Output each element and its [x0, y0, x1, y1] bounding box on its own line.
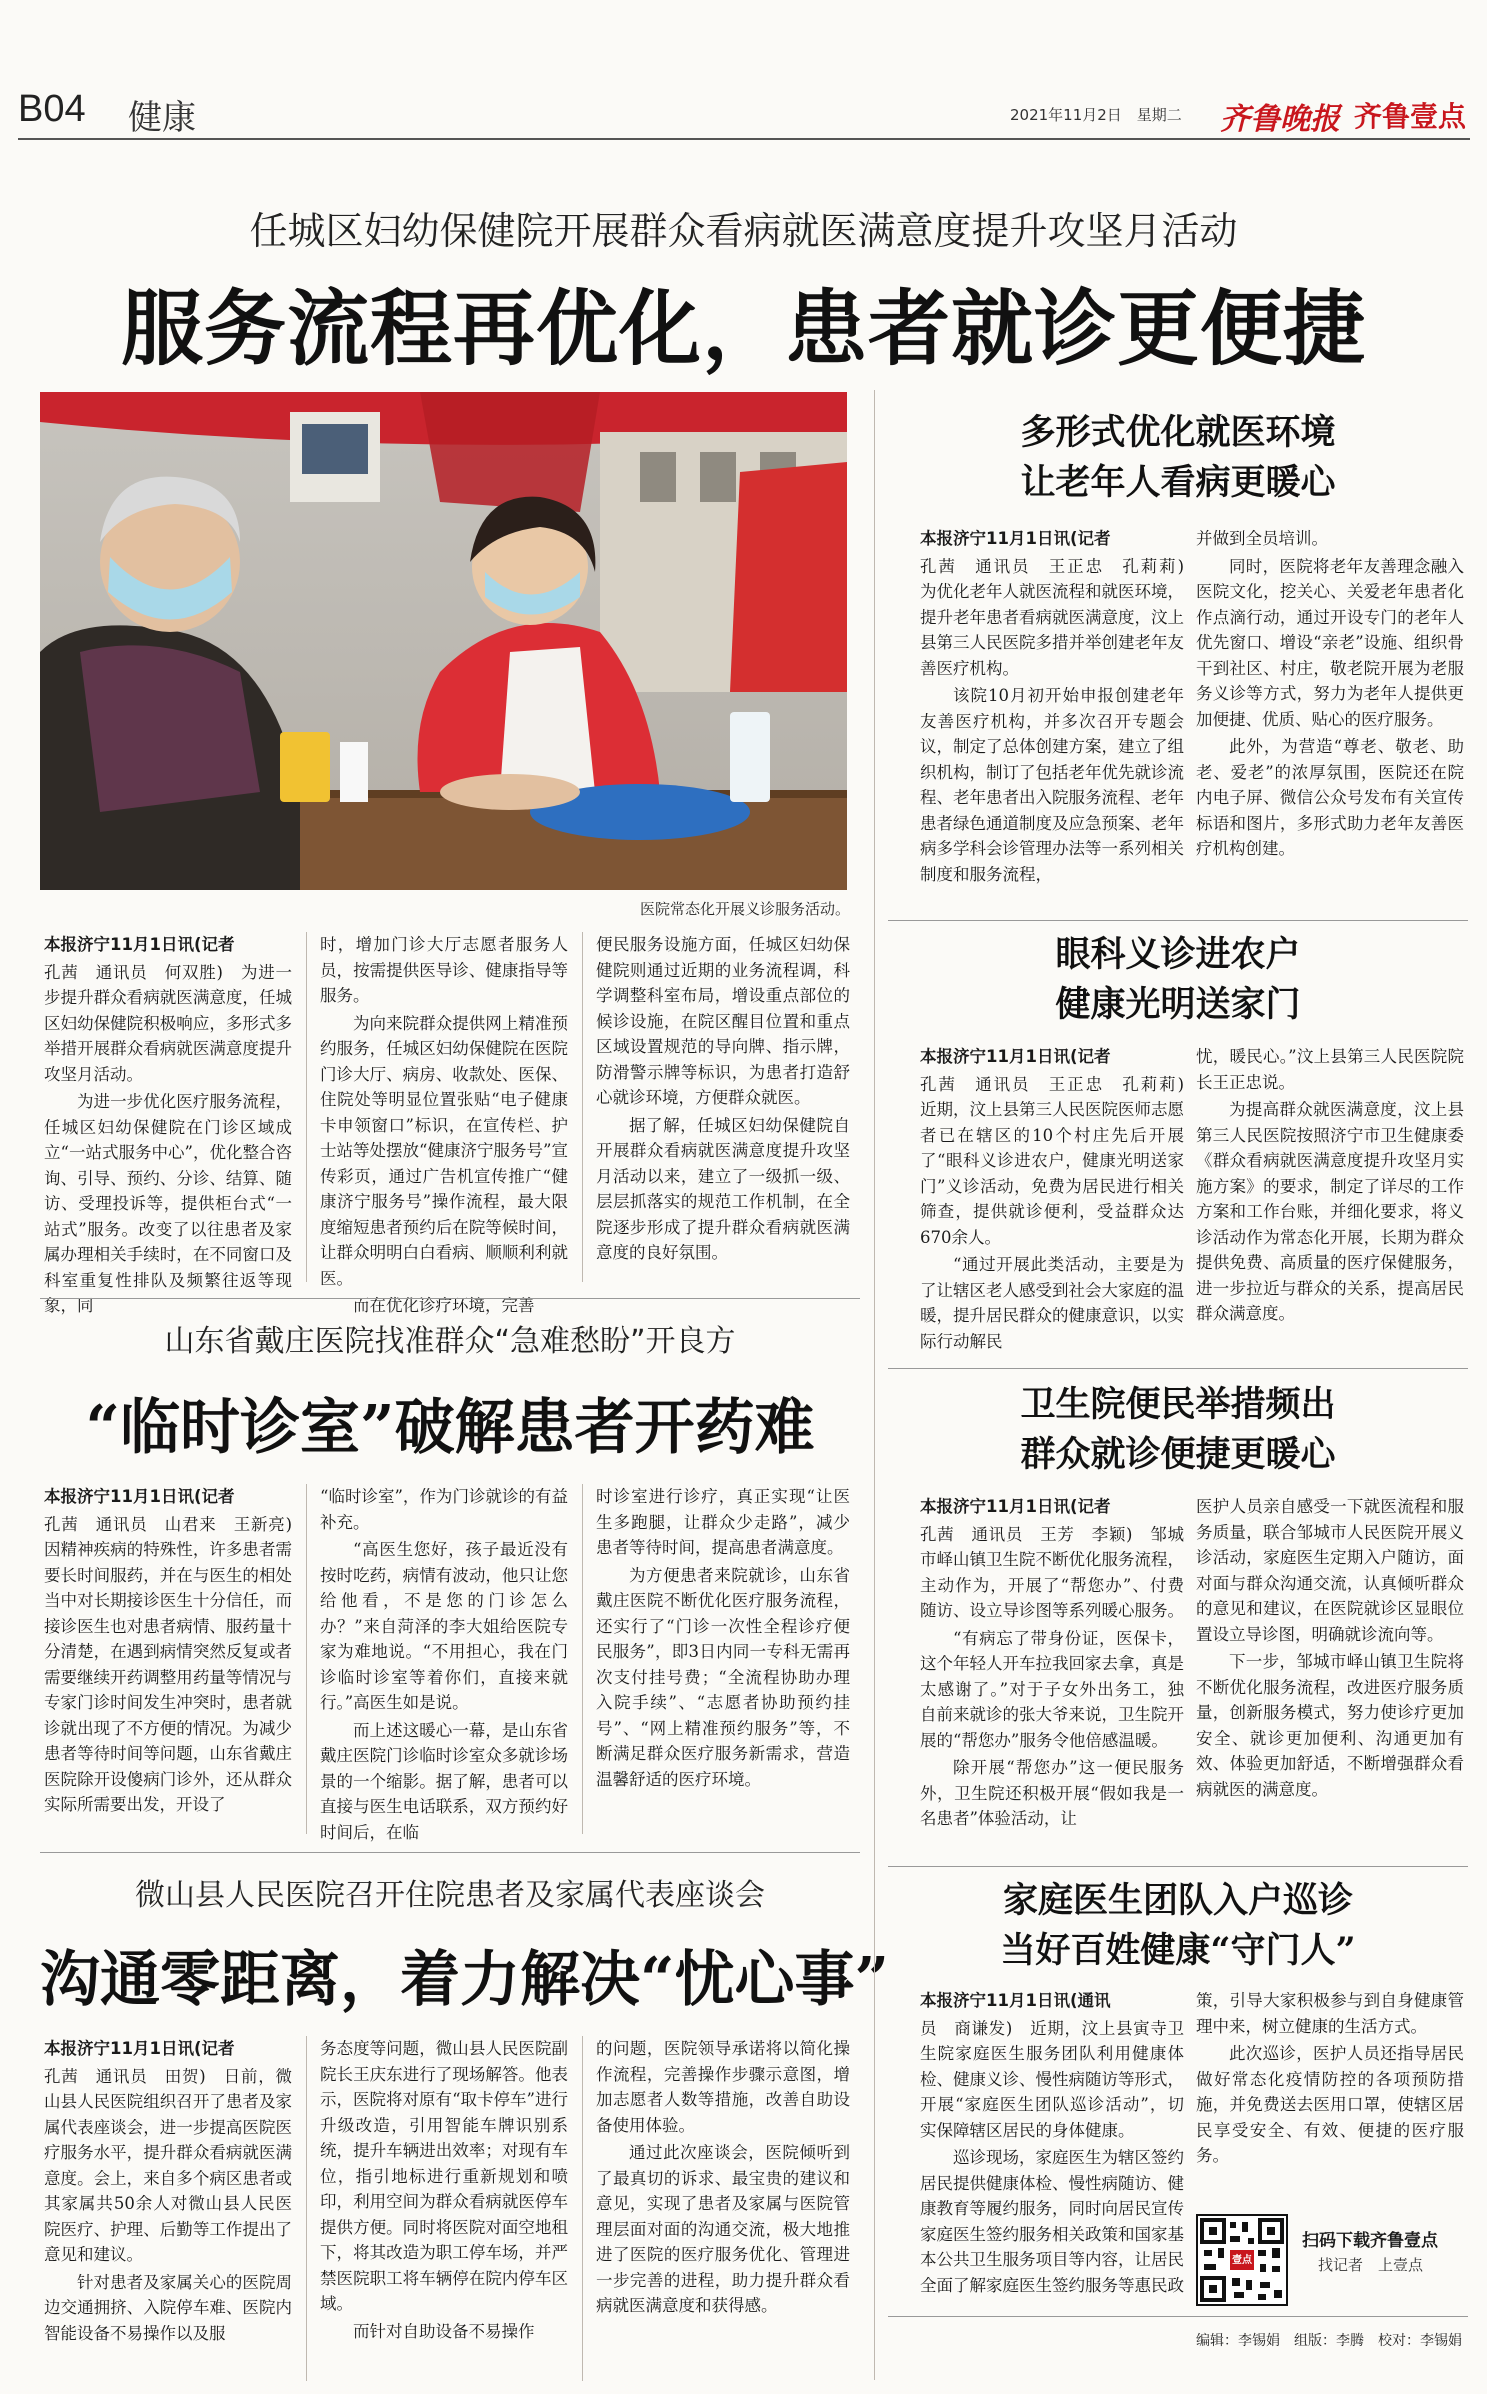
right2-headline-line-2: 健康光明送家门: [1055, 984, 1301, 1025]
lead-photo-caption: 医院常态化开展义诊服务活动。: [639, 900, 850, 918]
clinic-photo-illustration: [40, 392, 847, 890]
story3-byline: 本报济宁11月1日讯(记者: [44, 2039, 235, 2058]
right2-headline-line-1: 眼科义诊进农户: [1055, 934, 1301, 975]
lead-photo: [40, 392, 847, 890]
story3-col3-paragraph-1: 的问题，医院领导承诺将以简化操作流程，完善操作步骤示意图，增加志愿者人数等措施，改善自助设备使用体验。: [596, 2039, 850, 2135]
qr-caption: 扫码下载齐鲁壹点: [1302, 2231, 1438, 2251]
story3-col-1: [44, 2036, 292, 2386]
right4-headline: [888, 1876, 1468, 1976]
right1-col-1: [920, 526, 1201, 916]
lead-headline: 服务流程再优化，患者就诊更便捷: [120, 281, 1366, 377]
right2-col2-paragraph-1: 忧，暖民心。”汶上县第三人民医院院长王正忠说。: [1196, 1047, 1464, 1092]
right2-col-2: [1196, 1044, 1464, 1362]
lead-col2-paragraph-1: 时，增加门诊大厅志愿者服务人员，按需提供医导诊、健康指导等服务。: [320, 935, 568, 1005]
story2-col3-paragraph-2: 为方便患者来院就诊，山东省戴庄医院不断优化医疗服务流程，还实行了“门诊一次性全程诊疗便民服务”，即3日内同一专科无需再次支付挂号费；“全流程协助办理入院手续”、“志愿者协助预约挂号”、“网上精准预约服务”等，不断满足群众医疗服务新需求，营造温馨舒适的医疗环境。: [596, 1565, 850, 1789]
section-name: 健康: [128, 98, 196, 138]
right-divider-1: [888, 920, 1468, 921]
lead-col1-paragraph-2: 为进一步优化医疗服务流程，任城区妇幼保健院在门诊区域成立“一站式服务中心”，优化整合咨询、引导、预约、分诊、结算、随访、受理投诉等，提供柜台式“一站式”服务。改变了以往患者及家属办理相关手续时，在不同窗口及科室重复性排队及频繁往返等现象，同: [44, 1092, 292, 1315]
right2-col1-paragraph-2: “通过开展此类活动，主要是为了让辖区老人感受到社会大家庭的温暖，提升居民群众的健康意识，以实际行动解民: [920, 1255, 1184, 1351]
right4-headline-line-2: 当好百姓健康“守门人”: [1000, 1930, 1356, 1971]
story2-col2-paragraph-2: “高医生您好，孩子最近没有按时吃药，病情有波动，他只让您给他看，不是您的门诊怎么办？”来自菏泽的李大姐给医院专家为难地说。“不用担心，我在门诊临时诊室等着你们，直接来就行。”高医生如是说。: [320, 1540, 568, 1712]
qr-subcaption: 找记者 上壹点: [1318, 2256, 1424, 2274]
right3-col1-paragraph-1: 孔茜 通讯员 王芳 李颖) 邹城市峄山镇卫生院不断优化服务流程，主动作为，开展了“帮您办”、付费随访、设立导诊图等系列暖心服务。: [920, 1524, 1184, 1620]
right2-col-1: [920, 1044, 1201, 1362]
right2-byline: 本报济宁11月1日讯(记者: [920, 1047, 1111, 1066]
lead-col2-paragraph-2: 为向来院群众提供网上精准预约服务，任城区妇幼保健院在医院门诊大厅、病房、收款处、医保、住院处等明显位置张贴“电子健康卡申领窗口”标识，在宣传栏、护士站等处摆放“健康济宁服务号”宣传彩页，通过广告机宣传推广“健康济宁服务号”操作流程，最大限度缩短患者预约后在院等候时间，让群众明明白白看病、顺顺利利就医。: [320, 1013, 568, 1288]
right1-headline: [888, 408, 1468, 508]
right3-col2-paragraph-2: 下一步，邹城市峄山镇卫生院将不断优化服务流程，改进医疗服务质量，创新服务模式，努力使诊疗更加安全、就诊更加便利、沟通更加有效、体验更加舒适，不断增强群众看病就医的满意度。: [1196, 1652, 1464, 1799]
story2-col2-paragraph-3: 而上述这暖心一幕，是山东省戴庄医院门诊临时诊室众多就诊场景的一个缩影。据了解，患者可以直接与医生电话联系，双方预约好时间后，在临: [320, 1720, 568, 1842]
story3-col2-paragraph-1: 务态度等问题，微山县人民医院副院长王庆东进行了现场解答。他表示，医院将对原有“取卡停车”进行升级改造，引用智能车牌识别系统，提升车辆进出效率；对现有车位，指引地标进行重新规划和喷印，利用空间为群众看病就医停车提供方便。同时将医院对面空地租下，将其改造为职工停车场，并严禁医院职工将车辆停在院内停车区域。: [320, 2039, 568, 2313]
lead-col3-paragraph-2: 据了解，任城区妇幼保健院自开展群众看病就医满意度提升攻坚月活动以来，建立了一级抓一级、层层抓落实的规范工作机制，在全院逐步形成了提升群众看病就医满意度的良好氛围。: [596, 1115, 850, 1262]
masthead: [0, 0, 1487, 140]
right1-headline-line-2: 让老年人看病更暖心: [1020, 462, 1336, 503]
right1-col1-paragraph-2: 该院10月初开始申报创建老年友善医疗机构，并多次召开专题会议，制定了总体创建方案，建立了组织机构，制订了包括老年优先就诊流程、老年患者出入院服务流程、老年患者绿色通道制度及应急预案、老年病多学科会诊管理办法等一系列相关制度和服务流程，: [920, 686, 1184, 884]
right1-col-2: [1196, 526, 1464, 916]
lead-col1-paragraph-1: 孔茜 通讯员 何双胜) 为进一步提升群众看病就医满意度，任城区妇幼保健院积极响应，多形式多举措开展群众看病就医满意度提升攻坚月活动。: [44, 962, 292, 1084]
lead-col-3: [596, 932, 850, 1286]
lead-col-2: [320, 932, 568, 1315]
qr-code[interactable]: [1196, 2214, 1288, 2306]
lead-kicker: 任城区妇幼保健院开展群众看病就医满意度提升攻坚月活动: [249, 209, 1238, 253]
lead-col-divider-1: [306, 932, 307, 1282]
right1-col2-paragraph-1: 并做到全员培训。: [1196, 529, 1328, 548]
story2-col3-paragraph-1: 时诊室进行诊疗，真正实现“让医生多跑腿，让群众少走路”，减少患者等待时间，提高患者满意度。: [596, 1487, 850, 1557]
story3-col-divider-2: [582, 2036, 583, 2381]
story2-col-divider-1: [306, 1484, 307, 1834]
story2-col2-paragraph-1: “临时诊室”，作为门诊就诊的有益补充。: [320, 1487, 568, 1532]
story3-col-2: [320, 2036, 568, 2386]
right-divider-3: [888, 1866, 1468, 1867]
right4-col-1: [920, 1988, 1184, 2384]
left-divider-1: [40, 1298, 860, 1299]
right3-col-2: [1196, 1494, 1464, 1860]
story2-col-1: [44, 1484, 309, 1840]
right3-byline: 本报济宁11月1日讯(记者: [920, 1497, 1111, 1516]
lead-col-1: [44, 932, 292, 1315]
right-divider-2: [888, 1368, 1468, 1369]
story3-headline: 沟通零距离，着力解决“忧心事”: [40, 1945, 890, 2015]
right4-byline: 本报济宁11月1日讯(通讯: [920, 1991, 1111, 2010]
page-number: B04: [18, 88, 86, 130]
right3-col2-paragraph-1: 医护人员亲自感受一下就医流程和服务质量，联合邹城市人民医院开展义诊活动，家庭医生定期入户随访，面对面与群众沟通交流，认真倾听群众的意见和建议，在医院就诊区显眼位置设立导诊图，明确就诊流向等。: [1196, 1497, 1464, 1644]
story2-col-2: [320, 1484, 568, 1840]
story2-col-3: [596, 1484, 850, 1840]
right3-headline: [888, 1380, 1468, 1480]
right1-col1-paragraph-1: 孔茜 通讯员 王正忠 孔莉莉) 为优化老年人就医流程和就医环境，提升老年患者看病就医满意度，汶上县第三人民医院多措并举创建老年友善医疗机构。: [920, 556, 1201, 678]
lead-col3-paragraph-1: 便民服务设施方面，任城区妇幼保健院则通过近期的业务流程调，科学调整科室布局，增设重点部位的候诊设施，在院区醒目位置和重点区域设置规范的导向牌、指示牌，防滑警示牌等标识，为患者打造舒心就诊环境，方便群众就医。: [596, 935, 850, 1107]
story2-kicker: 山东省戴庄医院找准群众“急难愁盼”开良方: [164, 1324, 736, 1359]
masthead-rule: [18, 138, 1470, 140]
footer-rule: [888, 2316, 1468, 2317]
right3-headline-line-1: 卫生院便民举措频出: [1020, 1384, 1336, 1425]
right4-col1-paragraph-2: 巡诊现场，家庭医生为辖区签约居民提供健康体检、慢性病随访、健康教育等履约服务，同时向居民宣传家庭医生签约服务相关政策和国家基本公共卫生服务项目等内容，让居民全面了解家庭医生签约服务等惠民政: [920, 2148, 1184, 2295]
right4-col2-paragraph-2: 此次巡诊，医护人员还指导居民做好常态化疫情防控的各项预防措施，并免费送去医用口罩，使辖区居民享受安全、有效、便捷的医疗服务。: [1196, 2044, 1464, 2165]
right4-headline-line-1: 家庭医生团队入户巡诊: [1002, 1880, 1353, 1921]
right3-headline-line-2: 群众就诊便捷更暖心: [1020, 1434, 1336, 1475]
issue-date: 2021年11月2日 星期二: [1010, 106, 1182, 124]
right1-col2-paragraph-2: 同时，医院将老年友善理念融入医院文化，挖关心、关爱老年患者化作点滴行动，通过开设专门的老年人优先窗口、增设“亲老”设施、组织骨干到社区、村庄，敬老院开展为老服务义诊等方式，努力为老年人提供更加便捷、优质、贴心的医疗服务。: [1196, 556, 1464, 729]
left-divider-2: [40, 1852, 860, 1853]
lead-col2-paragraph-3: 而在优化诊疗环境，完善: [353, 1296, 535, 1315]
page-credits: 编辑：李锡娟 组版：李腾 校对：李锡娟: [1196, 2333, 1462, 2349]
right3-col-1: [920, 1494, 1184, 1860]
right3-col1-paragraph-3: 除开展“帮您办”这一便民服务外，卫生院还积极开展“假如我是一名患者”体验活动，让: [920, 1758, 1184, 1828]
story3-col-divider-1: [306, 2036, 307, 2381]
right2-col2-paragraph-2: 为提高群众就医满意度，汶上县第三人民医院按照济宁市卫生健康委《群众看病就医满意度提升攻坚月实施方案》的要求，制定了详尽的工作方案和工作台账，并细化要求，将义诊活动作为常态化开展，长期为群众提供免费、高质量的医疗保健服务，进一步拉近与群众的关系，提高居民群众满意度。: [1196, 1100, 1464, 1323]
right3-col1-paragraph-2: “有病忘了带身份证，医保卡，这个年轻人开车拉我回家去拿，真是太感谢了。”对于子女外出务工，独自前来就诊的张大爷来说，卫生院开展的“帮您办”服务令他倍感温暖。: [920, 1628, 1184, 1750]
right4-col1-paragraph-1: 员 商谦发) 近期，汶上县寅寺卫生院家庭医生服务团队利用健康体检、健康义诊、慢性病随访等形式，开展“家庭医生团队巡诊活动”，切实保障辖区居民的身体健康。: [920, 2018, 1184, 2140]
story3-col3-paragraph-2: 通过此次座谈会，医院倾听到了最真切的诉求、最宝贵的建议和意见，实现了患者及家属与医院管理层面对面的沟通交流，极大地推进了医院的医疗服务优化、管理进一步完善的进程，助力提升群众看病就医满意度和获得感。: [596, 2143, 850, 2315]
story3-col2-paragraph-2: 而针对自助设备不易操作: [353, 2321, 535, 2341]
right4-col2-paragraph-1: 策，引导大家积极参与到自身健康管理中来，树立健康的生活方式。: [1196, 1991, 1464, 2036]
story3-kicker: 微山县人民医院召开住院患者及家属代表座谈会: [135, 1878, 765, 1913]
brand-logo-qilu-evening: 齐鲁晚报: [1220, 102, 1340, 137]
lead-col-divider-2: [582, 932, 583, 1282]
right-column-divider: [874, 390, 875, 2380]
right2-col1-paragraph-1: 孔茜 通讯员 王正忠 孔莉莉) 近期，汶上县第三人民医院医师志愿者已在辖区的10个村庄先后开展了“眼科义诊进农户，健康光明送家门”义诊活动，免费为居民进行相关筛查，提供就诊便利，受益群众达670余人。: [920, 1074, 1201, 1247]
story2-byline: 本报济宁11月1日讯(记者: [44, 1487, 235, 1506]
story2-headline: “临时诊室”破解患者开药难: [85, 1393, 815, 1463]
right2-headline: [888, 930, 1468, 1030]
story2-col-divider-2: [582, 1484, 583, 1834]
right4-col-2: [1196, 1988, 1464, 2188]
lead-byline: 本报济宁11月1日讯(记者: [44, 935, 235, 954]
story3-col1-paragraph-2: 针对患者及家属关心的医院周边交通拥挤、入院停车难、医院内智能设备不易操作以及服: [44, 2272, 292, 2343]
story3-col1-paragraph-1: 孔茜 通讯员 田贺) 日前，微山县人民医院组织召开了患者及家属代表座谈会，进一步提高医院医疗服务水平，提升群众看病就医满意度。会上，来自多个病区患者或其家属共50余人对微山县人民医院医疗、护理、后勤等工作提出了意见和建议。: [44, 2066, 292, 2264]
right1-col2-paragraph-3: 此外，为营造“尊老、敬老、助老、爱老”的浓厚氛围，医院还在院内电子屏、微信公众号发布有关宣传标语和图片，多形式助力老年友善医疗机构创建。: [1196, 737, 1464, 858]
brand-logo-qilu-yidian: 齐鲁壹点: [1354, 100, 1467, 133]
story3-col-3: [596, 2036, 850, 2386]
story2-col1-paragraph-1: 孔茜 通讯员 山君来 王新亮) 因精神疾病的特殊性，许多患者需要长时间服药，并在与医生的相处当中对长期接诊医生十分信任，而接诊医生也对患者病情、服药量十分清楚，在遇到病情突然反复或者需要继续开药调整用药量等情况与专家门诊时间发生冲突时，患者就诊就出现了不方便的情况。为减少患者等待时间等问题，山东省戴庄医院除开设傻病门诊外，还从群众实际所需要出发，开设了: [44, 1514, 309, 1814]
qr-center-label: 壹点: [1232, 2255, 1252, 2266]
right1-byline: 本报济宁11月1日讯(记者: [920, 529, 1111, 548]
right1-headline-line-1: 多形式优化就医环境: [1020, 412, 1336, 453]
